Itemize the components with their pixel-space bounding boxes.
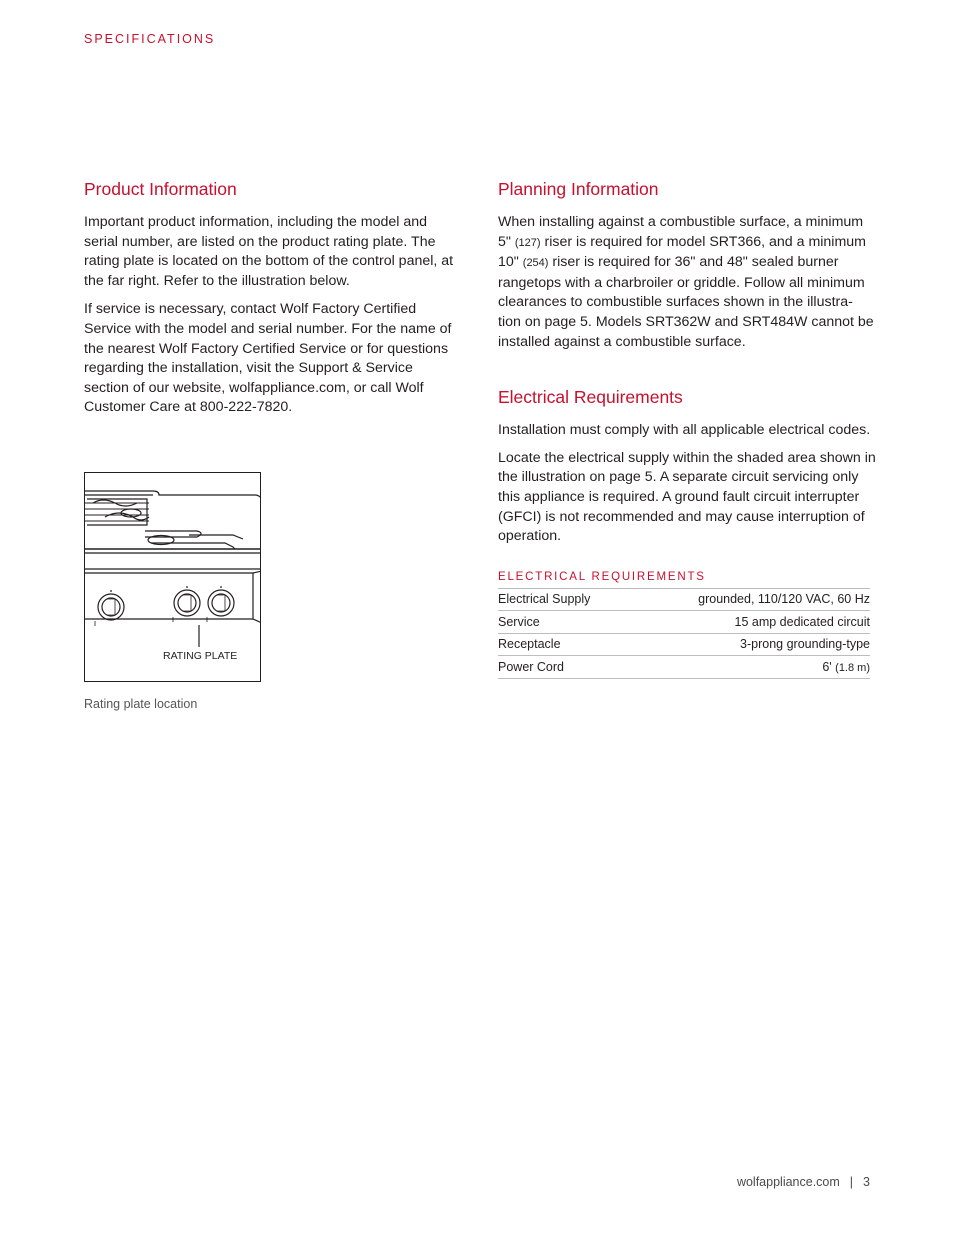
table-row: [498, 656, 870, 679]
power-cord-metric: (1.8 m): [835, 661, 870, 674]
row-label: Receptacle: [498, 633, 628, 656]
row-value: [628, 656, 870, 679]
footer-website-link[interactable]: wolfappliance.com: [736, 1175, 840, 1189]
planning-text-2: riser is required for model SRT366, and a minimum 10": [498, 233, 866, 271]
figure-caption: Rating plate location: [84, 697, 198, 711]
electrical-paragraph-1: Installation must comply with all applicable electrical codes.: [498, 422, 871, 439]
footer-separator: |: [849, 1175, 854, 1189]
page-footer: [737, 1175, 870, 1189]
section-tag: SPECIFICATIONS: [84, 32, 216, 46]
page-number: 3: [863, 1175, 870, 1189]
row-label: Service: [498, 611, 628, 634]
right-column: [498, 178, 878, 679]
planning-information-paragraph: [498, 213, 878, 352]
planning-text-3: riser is required for 36" and 48" sealed burner rangetops with a charbroiler or griddle. Follow all minimum clearances to combustible surfaces shown in the illustra- tion on page 5. Models SRT362W and SRT484W cannot be installed against a combustible surface.: [498, 254, 874, 350]
planning-information-title: Planning Information: [498, 179, 659, 199]
electrical-paragraph-2: Locate the electrical supply within the shaded area shown in the illustration on page 5. A separate circuit servicing only this appliance is required. A ground fault circuit interrupter (GFCI) is not recommended and may cause interruption of operation.: [498, 449, 876, 545]
rating-plate-label: RATING PLATE: [163, 650, 238, 662]
product-information-title: Product Information: [84, 179, 237, 199]
power-cord-length: 6': [822, 659, 832, 674]
planning-metric-2: (254): [522, 257, 549, 270]
electrical-requirements-title: Electrical Requirements: [498, 387, 683, 408]
product-information-paragraph-1: Important product information, including the model and serial number, are listed on the product rating plate. The rating plate is located on the bottom of the control panel, at the far right. Refer to the illustration below.: [84, 214, 454, 289]
planning-metric-1: (127): [514, 236, 541, 249]
row-label: Power Cord: [498, 656, 628, 679]
row-value: grounded, 110/120 VAC, 60 Hz: [628, 588, 870, 611]
row-label: Electrical Supply: [498, 588, 628, 611]
planning-text-1: When installing against a combustible surface, a minimum 5": [498, 214, 864, 250]
row-value: 15 amp dedicated circuit: [628, 611, 870, 634]
product-information-paragraph-2: If service is necessary, contact Wolf Factory Certified Service with the model and serial number. For the name of the nearest Wolf Factory Certified Service or for questions regarding the installation, visit the Support & Service section of our website, wolfappliance.com, or call Wolf Customer Care at 800-222-7820.: [84, 301, 452, 416]
electrical-requirements-table: [498, 588, 870, 679]
table-row: [498, 588, 870, 611]
product-information-section: [84, 178, 454, 418]
row-value: 3-prong grounding-type: [628, 633, 870, 656]
table-row: [498, 633, 870, 656]
electrical-table-heading: ELECTRICAL REQUIREMENTS: [498, 570, 706, 583]
table-row: [498, 611, 870, 634]
